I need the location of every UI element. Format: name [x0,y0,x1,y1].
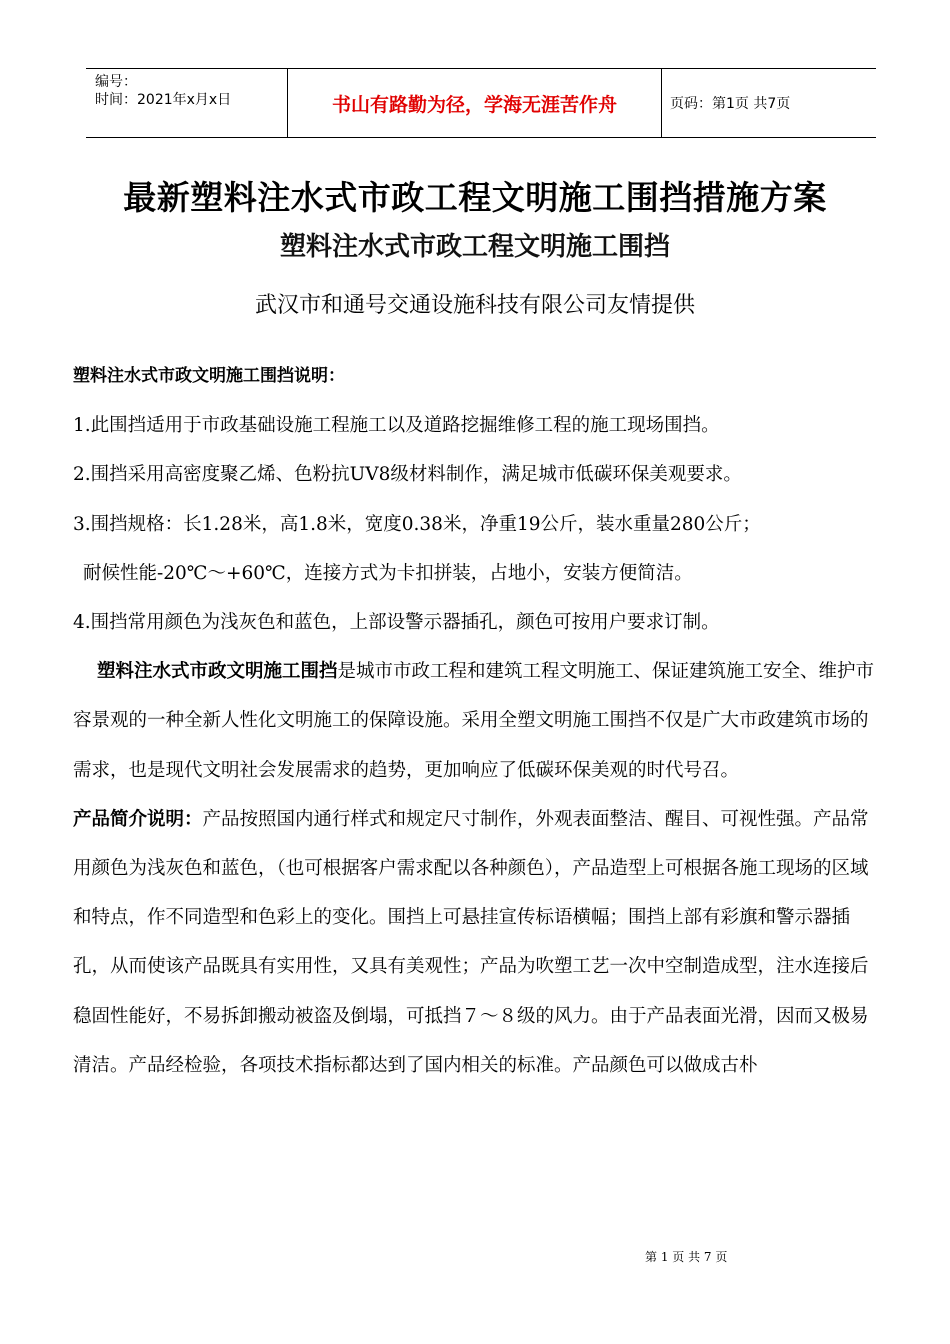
document-body [73,352,883,1090]
list-item: 3.围挡规格：长1.28米，高1.8米，宽度0.38米，净重19公斤，装水重量280公斤； [73,513,761,535]
paragraph-product [73,795,883,1090]
paragraph-intro [73,647,883,795]
document-title: 最新塑料注水式市政工程文明施工围挡措施方案 [123,178,827,217]
section-heading: 塑料注水式市政文明施工围挡说明： [73,366,345,386]
header-page-number: 页码：第1页 共7页 [670,96,791,112]
list-item: 1.此围挡适用于市政基础设施工程施工以及道路挖掘维修工程的施工现场围挡。 [73,415,720,437]
paragraph-product-bold: 产品简介说明： [73,808,203,830]
document-time-label: 时间：2021年x月x日 [95,92,232,108]
document-number-label: 编号： [95,74,137,90]
list-item-continuation: 耐候性能-20℃～+60℃，连接方式为卡扣拼装，占地小，安装方便简洁。 [83,562,693,584]
header-info [95,73,285,109]
header-divider [661,69,662,137]
header-motto: 书山有路勤为径，学海无涯苦作舟 [331,93,617,116]
provider-line: 武汉市和通号交通设施科技有限公司友情提供 [254,293,695,318]
document-subtitle: 塑料注水式市政工程文明施工围挡 [279,232,670,262]
page-footer: 第 1 页 共 7 页 [645,1250,728,1264]
paragraph-intro-bold: 塑料注水式市政文明施工围挡 [97,661,338,683]
paragraph-product-text: 产品按照国内通行样式和规定尺寸制作，外观表面整洁、醒目、可视性强。产品常用颜色为浅灰色和蓝色，（也可根据客户需求配以各种颜色），产品造型上可根据各施工现场的区域和特点，作不同造型和色彩上的变化。围挡上可悬挂宣传标语横幅；围挡上部有彩旗和警示器插孔，从而使该产品既具有实用性，又具有美观性；产品为吹塑工艺一次中空制造成型，注水连接后稳固性能好，不易拆卸搬动被盗及倒塌，可抵挡７～８级的风力。由于产品表面光滑，因而又极易清洁。产品经检验，各项技术指标都达到了国内相关的标准。产品颜色可以做成古朴 [73,808,869,1076]
page-header [86,68,876,138]
list-item: 4.围挡常用颜色为浅灰色和蓝色，上部设警示器插孔，颜色可按用户要求订制。 [73,612,720,634]
list-item: 2.围挡采用高密度聚乙烯、色粉抗UV8级材料制作，满足城市低碳环保美观要求。 [73,464,742,486]
paragraph-intro-text: 是城市市政工程和建筑工程文明施工、保证建筑施工安全、维护市容景观的一种全新人性化文明施工的保障设施。采用全塑文明施工围挡不仅是广大市政建筑市场的需求，也是现代文明社会发展需求的趋势，更加响应了低碳环保美观的时代号召。 [73,661,875,781]
